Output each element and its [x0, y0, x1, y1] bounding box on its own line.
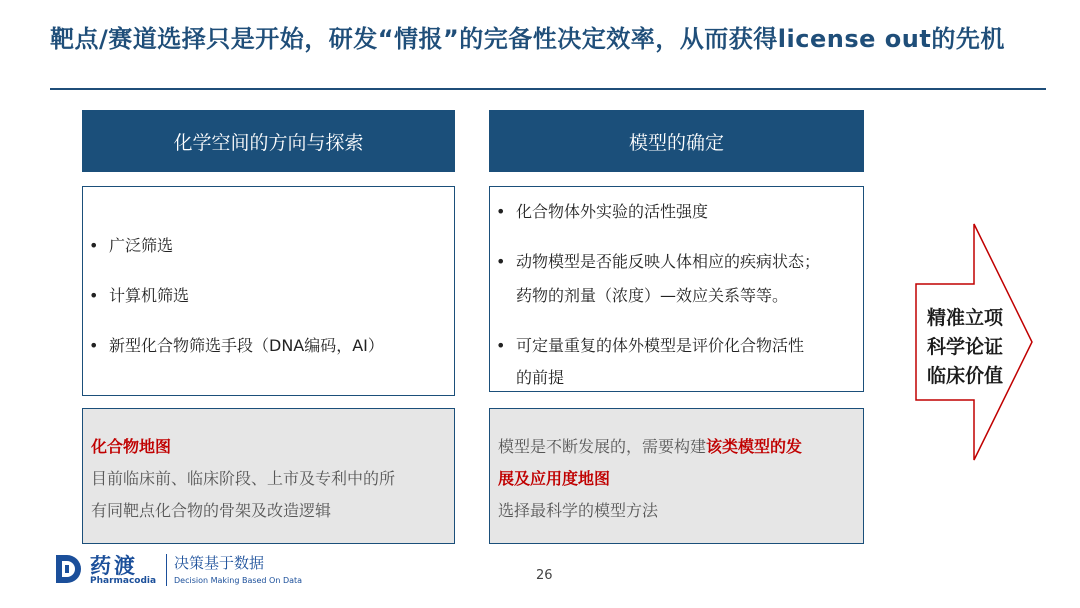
left-note-box — [82, 408, 455, 544]
right-bullet-3: • 可定量重复的体外模型是评价化合物活性 — [496, 336, 805, 355]
left-bullet-1: • 广泛筛选 — [89, 236, 174, 255]
arrow-label-line-3: 临床价值 — [926, 365, 1003, 387]
pharmacodia-logo-icon — [50, 552, 84, 586]
right-note-line-3: 选择最科学的模型方法 — [498, 501, 659, 520]
right-bullet-2: • 动物模型是否能反映人体相应的疾病状态； — [496, 252, 821, 271]
logo-slogan-en: Decision Making Based On Data — [174, 576, 303, 585]
right-bullet-1: • 化合物体外实验的活性强度 — [496, 202, 709, 221]
right-note-box — [489, 408, 864, 544]
slide-title: 靶点/赛道选择只是开始，研发“情报”的完备性决定效率，从而获得license out的先机 — [50, 25, 1005, 53]
logo-separator — [166, 554, 167, 586]
page-number: 26 — [536, 568, 553, 583]
right-bullet-box — [489, 186, 864, 392]
right-bullet-3-cont: 的前提 — [516, 368, 565, 387]
left-header: 化学空间的方向与探索 — [82, 110, 455, 172]
right-bullet-2-cont: 药物的剂量（浓度）—效应关系等等。 — [516, 286, 789, 305]
right-header: 模型的确定 — [489, 110, 864, 172]
left-bullet-3: • 新型化合物筛选手段（DNA编码，AI） — [89, 336, 384, 355]
arrow-label — [920, 304, 1010, 391]
title-divider — [50, 88, 1046, 90]
right-note-line-2: 展及应用度地图 — [498, 469, 611, 488]
left-note-line-1: 目前临床前、临床阶段、上市及专利中的所 — [91, 469, 396, 488]
logo-name-cn: 药渡 — [90, 554, 138, 578]
logo-name-en: Pharmacodia — [90, 576, 157, 586]
logo-slogan-cn: 决策基于数据 — [174, 554, 265, 572]
left-note-title: 化合物地图 — [91, 437, 172, 456]
right-note-line-1: 模型是不断发展的，需要构建该类模型的发 — [498, 437, 803, 456]
arrow-label-line-2: 科学论证 — [926, 336, 1003, 358]
left-bullet-box — [82, 186, 455, 396]
left-note-line-2: 有同靶点化合物的骨架及改造逻辑 — [91, 501, 332, 520]
arrow-label-line-1: 精准立项 — [926, 307, 1003, 329]
left-bullet-2: • 计算机筛选 — [89, 286, 190, 305]
